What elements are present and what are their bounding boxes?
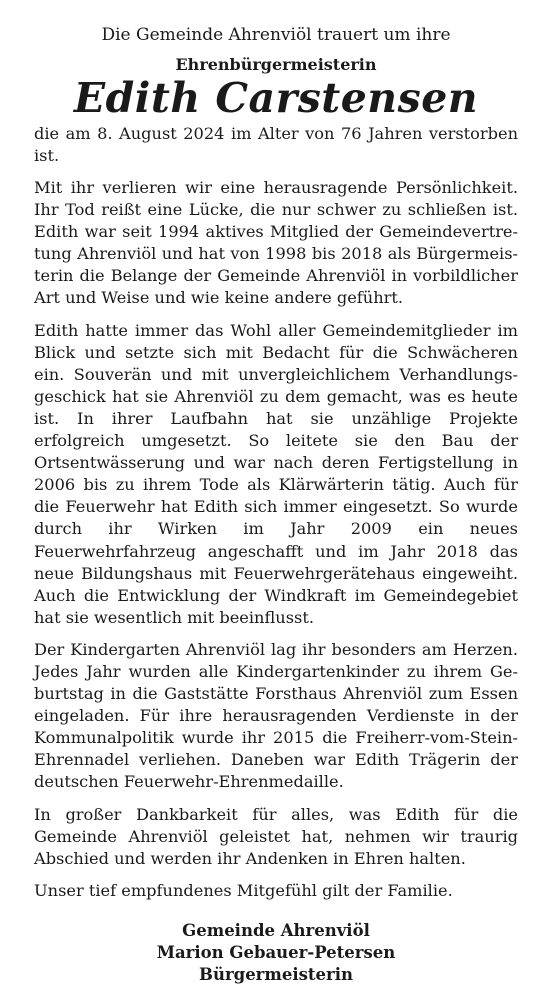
signature-organization: Gemeinde Ahrenviöl — [182, 920, 370, 940]
paragraph-gratitude: In großer Dankbarkeit für alles, was Edith für die Gemeinde Ahrenviöl geleistet hat, nehmen wir traurig Abschied und werden ihr Andenken in Ehren halten. — [34, 804, 518, 868]
signature-role: Bürgermeisterin — [199, 964, 353, 984]
paragraph-tribute: Mit ihr verlieren wir eine herausragende Persönlichkeit. Ihr Tod reißt eine Lücke, die nur schwer zu schließen ist. Edith war seit 1994 aktives Mitglied der Gemeindevertretung Ahrenviöl und hat von 1998 bis 2018 als Bürgermeisterin die Belange der Gemeinde Ahrenviöl in vorbildlicher Art und Weise und wie keine andere geführt. — [34, 178, 518, 308]
signature-block — [34, 920, 518, 986]
signature-person: Marion Gebauer-Petersen — [156, 942, 396, 962]
death-line: die am 8. August 2024 im Alter von 76 Jahren verstorben ist. — [34, 124, 518, 165]
paragraph-kindergarten: Der Kindergarten Ahrenviöl lag ihr besonders am Herzen. Jedes Jahr wurden alle Kindergartenkinder zu ihrem Geburtstag in die Gaststätte Forsthaus Ahrenviöl zum Essen eingeladen. Für ihre herausragenden Verdienste in der Kommunalpolitik wurde ihr 2015 die Freiherr-vom-Stein-Ehrennadel verliehen. Daneben war Edith Trägerin der deutschen Feuerwehr-Ehrenmedaille. — [34, 639, 518, 792]
intro-line: Die Gemeinde Ahrenviöl trauert um ihre — [101, 25, 451, 45]
honorary-title: Ehrenbürgermeisterin — [175, 55, 377, 74]
deceased-name: Edith Carstensen — [73, 74, 479, 122]
paragraph-achievements: Edith hatte immer das Wohl aller Gemeindemitglieder im Blick und setzte sich mit Bedacht für die Schwächeren ein. Souverän und mit unvergleichlichem Verhandlungsgeschick hat sie Ahrenviöl zu dem gemacht, was es heute ist. In ihrer Laufbahn hat sie unzählige Projekte erfolgreich umgesetzt. So leitete sie den Bau der Ortsentwässerung und war nach deren Fertigstellung in 2006 bis zu ihrem Tode als Klärwärterin tätig. Auch für die Feuerwehr hat Edith sich immer eingesetzt. So wurde durch ihr Wirken im Jahr 2009 ein neues Feuerwehrfahrzeug angeschafft und im Jahr 2018 das neue Bildungshaus mit Feuerwehrgerätehaus eingeweiht. Auch die Entwicklung der Windkraft im Gemeindegebiet hat sie wesentlich mit beeinflusst. — [34, 320, 518, 627]
paragraph-condolence: Unser tief empfundenes Mitgefühl gilt der Familie. — [34, 880, 453, 900]
